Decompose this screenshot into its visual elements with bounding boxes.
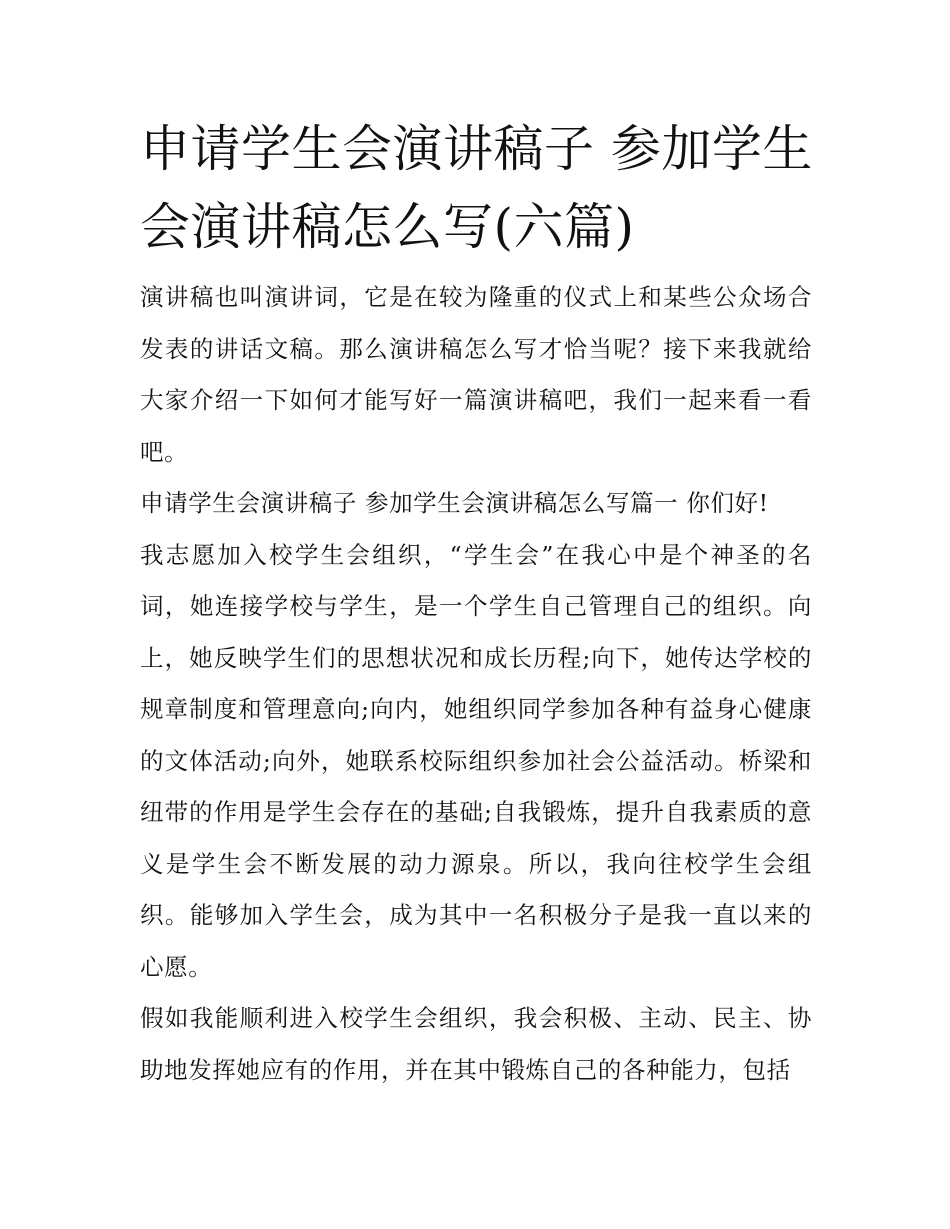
intro-paragraph: 演讲稿也叫演讲词，它是在较为隆重的仪式上和某些公众场合发表的讲话文稿。那么演讲稿怎么写才恰当呢？接下来我就给大家介绍一下如何才能写好一篇演讲稿吧，我们一起来看一看吧。	[140, 283, 812, 466]
body-paragraph: 假如我能顺利进入校学生会组织，我会积极、主动、民主、协助地发挥她应有的作用，并在其中锻炼自己的各种能力，包括	[140, 1004, 812, 1084]
section-heading-paragraph: 申请学生会演讲稿子 参加学生会演讲稿怎么写篇一 你们好!	[140, 489, 769, 517]
body-paragraph: 我志愿加入校学生会组织，“学生会”在我心中是个神圣的名词，她连接学校与学生，是一个学生自己管理自己的组织。向上，她反映学生们的思想状况和成长历程;向下，她传达学校的规章制度和管理意向;向内，她组织同学参加各种有益身心健康的文体活动;向外，她联系校际组织参加社会公益活动。桥梁和纽带的作用是学生会存在的基础;自我锻炼，提升自我素质的意义是学生会不断发展的动力源泉。所以，我向往校学生会组织。能够加入学生会，成为其中一名积极分子是我一直以来的心愿。	[140, 540, 812, 981]
document-title: 申请学生会演讲稿子 参加学生会演讲稿怎么写(六篇)	[140, 120, 813, 256]
document-body	[140, 272, 812, 1096]
